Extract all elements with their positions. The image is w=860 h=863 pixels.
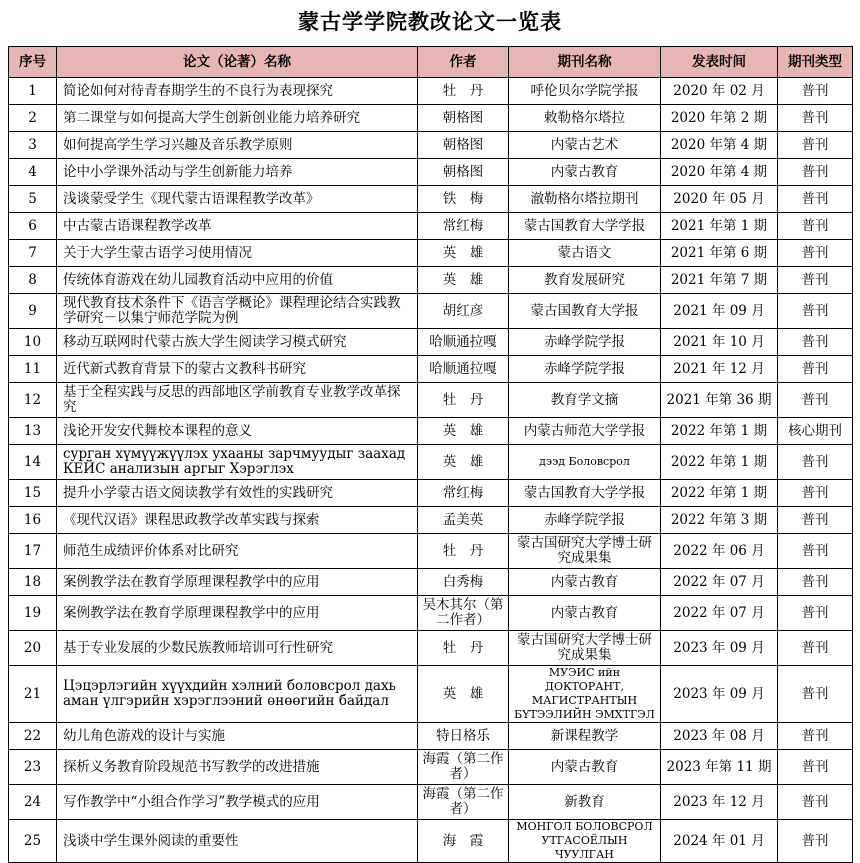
table-row — [9, 820, 853, 863]
header-author: 作者 — [418, 47, 509, 78]
cell-no: 22 — [9, 723, 57, 750]
cell-date: 2022 年 06 月 — [661, 534, 778, 569]
cell-no: 17 — [9, 534, 57, 569]
table-row — [9, 294, 853, 329]
cell-title: сурган хүмүүжүүлэх ухааны зарчмуудыг заахад КЕЙС анализын аргыг Хэрэглэх — [57, 445, 418, 480]
cell-date: 2024 年 01 月 — [661, 820, 778, 863]
table-row — [9, 631, 853, 666]
cell-author: 特日格乐 — [418, 723, 509, 750]
cell-journal: 内蒙古师范大学学报 — [509, 418, 661, 445]
cell-date: 2023 年 12 月 — [661, 785, 778, 820]
cell-date: 2021 年 09 月 — [661, 294, 778, 329]
cell-type: 普刊 — [778, 186, 853, 213]
cell-type: 普刊 — [778, 213, 853, 240]
cell-date: 2020 年第 4 期 — [661, 159, 778, 186]
cell-author: 英 雄 — [418, 267, 509, 294]
table-row — [9, 240, 853, 267]
cell-date: 2023 年 09 月 — [661, 666, 778, 723]
cell-author: 常红梅 — [418, 480, 509, 507]
header-date: 发表时间 — [661, 47, 778, 78]
header-title: 论文（论著）名称 — [57, 47, 418, 78]
table-row — [9, 356, 853, 383]
cell-journal: 内蒙古教育 — [509, 159, 661, 186]
cell-date: 2020 年第 4 期 — [661, 132, 778, 159]
cell-no: 18 — [9, 569, 57, 596]
cell-no: 14 — [9, 445, 57, 480]
cell-author: 哈顺通拉嘎 — [418, 356, 509, 383]
cell-no: 16 — [9, 507, 57, 534]
cell-no: 21 — [9, 666, 57, 723]
cell-title: 近代新式教育背景下的蒙古文教科书研究 — [57, 356, 418, 383]
table-row — [9, 383, 853, 418]
cell-type: 普刊 — [778, 569, 853, 596]
cell-no: 2 — [9, 105, 57, 132]
table-row — [9, 534, 853, 569]
cell-type: 普刊 — [778, 356, 853, 383]
cell-journal: МОНГОЛ БОЛОВСРОЛ УТГАСОЁЛЫН ЧУУЛГАН — [509, 820, 661, 863]
header-journal: 期刊名称 — [509, 47, 661, 78]
cell-no: 25 — [9, 820, 57, 863]
cell-journal: 蒙古国教育大学学报 — [509, 213, 661, 240]
cell-author: 海霞（第二作者） — [418, 785, 509, 820]
cell-type: 普刊 — [778, 534, 853, 569]
cell-no: 19 — [9, 596, 57, 631]
cell-author: 牡 丹 — [418, 534, 509, 569]
cell-title: 如何提高学生学习兴趣及音乐教学原则 — [57, 132, 418, 159]
cell-type: 普刊 — [778, 666, 853, 723]
cell-author: 牡 丹 — [418, 383, 509, 418]
table-row — [9, 569, 853, 596]
cell-journal: 蒙古国研究大学博士研究成果集 — [509, 534, 661, 569]
cell-no: 24 — [9, 785, 57, 820]
cell-date: 2022 年第 1 期 — [661, 480, 778, 507]
cell-no: 12 — [9, 383, 57, 418]
cell-author: 海霞（第二作者） — [418, 750, 509, 785]
cell-title: 案例教学法在教育学原理课程教学中的应用 — [57, 596, 418, 631]
cell-author: 朝格图 — [418, 159, 509, 186]
cell-type: 普刊 — [778, 383, 853, 418]
cell-author: 海 霞 — [418, 820, 509, 863]
table-row — [9, 785, 853, 820]
cell-author: 朝格图 — [418, 132, 509, 159]
cell-type: 核心期刊 — [778, 418, 853, 445]
cell-title: 论中小学课外活动与学生创新能力培养 — [57, 159, 418, 186]
cell-no: 1 — [9, 78, 57, 105]
cell-author: 英 雄 — [418, 666, 509, 723]
cell-no: 7 — [9, 240, 57, 267]
cell-type: 普刊 — [778, 105, 853, 132]
cell-no: 10 — [9, 329, 57, 356]
cell-journal: 新教育 — [509, 785, 661, 820]
header-no: 序号 — [9, 47, 57, 78]
table-row — [9, 507, 853, 534]
papers-table — [8, 46, 853, 863]
cell-author: 常红梅 — [418, 213, 509, 240]
cell-no: 6 — [9, 213, 57, 240]
cell-title: Цэцэрлэгийн хүүхдийн хэлний боловсрол дахь аман үлгэрийн хэрэглээний өнөөгийн байдал — [57, 666, 418, 723]
cell-title: 移动互联网时代蒙古族大学生阅读学习模式研究 — [57, 329, 418, 356]
cell-title: 《现代汉语》课程思政教学改革实践与探索 — [57, 507, 418, 534]
cell-author: 英 雄 — [418, 418, 509, 445]
cell-title: 浅谈蒙受学生《现代蒙古语课程教学改革》 — [57, 186, 418, 213]
cell-type: 普刊 — [778, 329, 853, 356]
table-row — [9, 480, 853, 507]
table-row — [9, 267, 853, 294]
cell-author: 孟美英 — [418, 507, 509, 534]
cell-date: 2022 年第 3 期 — [661, 507, 778, 534]
cell-journal: 敕勒格尔塔拉 — [509, 105, 661, 132]
cell-type: 普刊 — [778, 596, 853, 631]
table-row — [9, 186, 853, 213]
cell-journal: 澈勒格尔塔拉期刊 — [509, 186, 661, 213]
page-title: 蒙古学学院教改论文一览表 — [298, 9, 562, 34]
cell-journal: 内蒙古教育 — [509, 596, 661, 631]
cell-date: 2021 年第 36 期 — [661, 383, 778, 418]
cell-journal: 赤峰学院学报 — [509, 329, 661, 356]
table-header-row — [9, 47, 853, 78]
cell-type: 普刊 — [778, 267, 853, 294]
cell-date: 2020 年 02 月 — [661, 78, 778, 105]
cell-no: 3 — [9, 132, 57, 159]
cell-date: 2021 年第 6 期 — [661, 240, 778, 267]
cell-date: 2022 年 07 月 — [661, 569, 778, 596]
cell-date: 2023 年 08 月 — [661, 723, 778, 750]
cell-type: 普刊 — [778, 507, 853, 534]
cell-no: 8 — [9, 267, 57, 294]
cell-title: 现代教育技术条件下《语言学概论》课程理论结合实践教学研究－以集宁师范学院为例 — [57, 294, 418, 329]
table-row — [9, 329, 853, 356]
cell-date: 2022 年第 1 期 — [661, 418, 778, 445]
cell-author: 英 雄 — [418, 445, 509, 480]
table-row — [9, 132, 853, 159]
cell-journal: 赤峰学院学报 — [509, 356, 661, 383]
cell-type: 普刊 — [778, 631, 853, 666]
cell-title: 中古蒙古语课程教学改革 — [57, 213, 418, 240]
table-row — [9, 105, 853, 132]
cell-date: 2021 年 10 月 — [661, 329, 778, 356]
table-row — [9, 750, 853, 785]
cell-type: 普刊 — [778, 723, 853, 750]
cell-journal: 蒙古国研究大学博士研究成果集 — [509, 631, 661, 666]
cell-journal: дээд Боловсрол — [509, 445, 661, 480]
cell-author: 朝格图 — [418, 105, 509, 132]
cell-type: 普刊 — [778, 445, 853, 480]
cell-no: 23 — [9, 750, 57, 785]
cell-journal: 内蒙古教育 — [509, 569, 661, 596]
table-row — [9, 666, 853, 723]
cell-no: 15 — [9, 480, 57, 507]
cell-journal: 呼伦贝尔学院学报 — [509, 78, 661, 105]
cell-title: 探析义务教育阶段规范书写教学的改进措施 — [57, 750, 418, 785]
cell-no: 20 — [9, 631, 57, 666]
cell-author: 英 雄 — [418, 240, 509, 267]
cell-journal: 新课程教学 — [509, 723, 661, 750]
cell-date: 2021 年第 7 期 — [661, 267, 778, 294]
table-row — [9, 213, 853, 240]
cell-journal: 教育学文摘 — [509, 383, 661, 418]
cell-title: 写作教学中“小组合作学习”教学模式的应用 — [57, 785, 418, 820]
cell-journal: 赤峰学院学报 — [509, 507, 661, 534]
cell-title: 传统体育游戏在幼儿园教育活动中应用的价值 — [57, 267, 418, 294]
cell-type: 普刊 — [778, 240, 853, 267]
cell-date: 2023 年 09 月 — [661, 631, 778, 666]
table-row — [9, 596, 853, 631]
cell-title: 案例教学法在教育学原理课程教学中的应用 — [57, 569, 418, 596]
cell-author: 哈顺通拉嘎 — [418, 329, 509, 356]
table-row — [9, 445, 853, 480]
cell-date: 2020 年第 2 期 — [661, 105, 778, 132]
cell-journal: МУЭИС ийн ДОКТОРАНТ, МАГИСТРАНТЫН БҮТЭЭЛИЙН ЭМХТГЭЛ — [509, 666, 661, 723]
cell-title: 师范生成绩评价体系对比研究 — [57, 534, 418, 569]
cell-no: 11 — [9, 356, 57, 383]
header-type: 期刊类型 — [778, 47, 853, 78]
cell-type: 普刊 — [778, 78, 853, 105]
cell-type: 普刊 — [778, 294, 853, 329]
cell-date: 2023 年第 11 期 — [661, 750, 778, 785]
cell-no: 9 — [9, 294, 57, 329]
table-row — [9, 159, 853, 186]
cell-no: 13 — [9, 418, 57, 445]
table-row — [9, 723, 853, 750]
cell-journal: 蒙古语文 — [509, 240, 661, 267]
cell-journal: 蒙古国教育大学学报 — [509, 480, 661, 507]
cell-title: 提升小学蒙古语文阅读教学有效性的实践研究 — [57, 480, 418, 507]
cell-type: 普刊 — [778, 785, 853, 820]
cell-title: 基于专业发展的少数民族教师培训可行性研究 — [57, 631, 418, 666]
cell-type: 普刊 — [778, 480, 853, 507]
cell-journal: 教育发展研究 — [509, 267, 661, 294]
cell-title: 简论如何对待青春期学生的不良行为表现探究 — [57, 78, 418, 105]
cell-author: 牡 丹 — [418, 78, 509, 105]
cell-no: 4 — [9, 159, 57, 186]
cell-title: 浅谈中学生课外阅读的重要性 — [57, 820, 418, 863]
cell-type: 普刊 — [778, 750, 853, 785]
cell-date: 2020 年 05 月 — [661, 186, 778, 213]
cell-author: 牡 丹 — [418, 631, 509, 666]
cell-title: 基于全程实践与反思的西部地区学前教育专业教学改革探究 — [57, 383, 418, 418]
cell-title: 浅论开发安代舞校本课程的意义 — [57, 418, 418, 445]
table-row — [9, 78, 853, 105]
cell-type: 普刊 — [778, 159, 853, 186]
cell-journal: 内蒙古教育 — [509, 750, 661, 785]
cell-date: 2022 年 07 月 — [661, 596, 778, 631]
cell-author: 吴木其尔（第二作者） — [418, 596, 509, 631]
cell-author: 白秀梅 — [418, 569, 509, 596]
cell-author: 胡红彦 — [418, 294, 509, 329]
cell-type: 普刊 — [778, 132, 853, 159]
cell-date: 2021 年第 1 期 — [661, 213, 778, 240]
cell-type: 普刊 — [778, 820, 853, 863]
cell-date: 2021 年 12 月 — [661, 356, 778, 383]
cell-no: 5 — [9, 186, 57, 213]
cell-journal: 蒙古国教育大学报 — [509, 294, 661, 329]
cell-journal: 内蒙古艺术 — [509, 132, 661, 159]
cell-title: 第二课堂与如何提高大学生创新创业能力培养研究 — [57, 105, 418, 132]
cell-author: 铁 梅 — [418, 186, 509, 213]
cell-title: 关于大学生蒙古语学习使用情况 — [57, 240, 418, 267]
cell-date: 2022 年第 1 期 — [661, 445, 778, 480]
cell-title: 幼儿角色游戏的设计与实施 — [57, 723, 418, 750]
table-row — [9, 418, 853, 445]
